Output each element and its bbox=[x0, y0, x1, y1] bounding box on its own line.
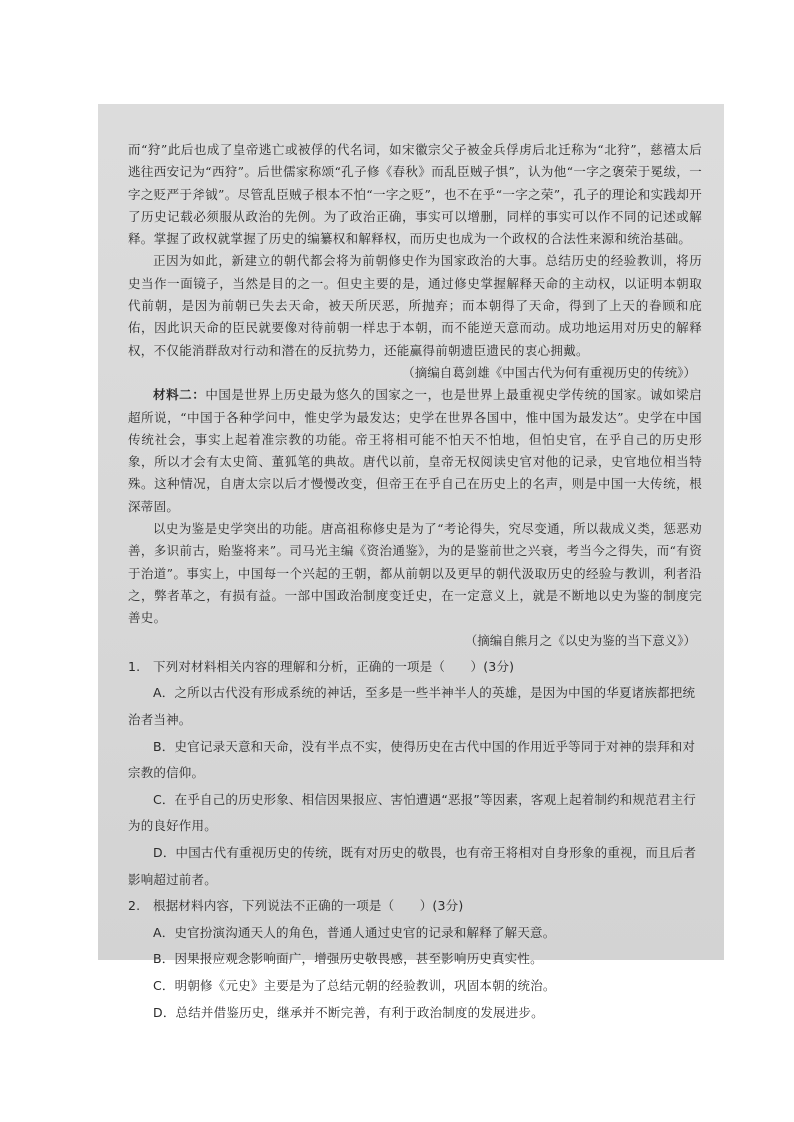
question2-option-a: A．史官扮演沟通天人的角色，普通人通过史官的记录和解释了解天意。 bbox=[153, 924, 556, 940]
material2-source: （摘编自熊月之《以史为鉴的当下意义》） bbox=[464, 632, 696, 648]
question1-option-d: D．中国古代有重视历史的传统，既有对历史的敬畏，也有帝王将相对自身形象的重视，而且后者影响超过前者。 bbox=[128, 844, 697, 887]
question2-option-b: B．因果报应观念影响面广，增强历史敬畏感，甚至影响历史真实性。 bbox=[153, 951, 543, 967]
material2-paragraph-1-text: 中国是世界上历史最为悠久的国家之一，也是世界上最重视史学传统的国家。诚如梁启超所说，“中国于各种学问中，惟史学为最发达；史学在世界各国中，惟中国为最发达”。史学在中国传统社会，事实上起着准宗教的功能。帝王将相可能不怕天不怕地，但怕史官，在乎自己的历史形象，所以才会有太史简、董狐笔的典故。唐代以前，皇帝无权阅读史官对他的记录，史官地位相当特殊。这种情况，自唐太宗以后才慢慢改变，但帝王在乎自己在历史上的名声，则是中国一大传统，根深蒂固。 bbox=[128, 387, 702, 514]
material1-paragraph-1: 而“狩”此后也成了皇帝逃亡或被俘的代名词，如宋徽宗父子被金兵俘虏后北迁称为“北狩”，慈禧太后逃往西安记为“西狩”。后世儒家称颂“孔子修《春秋》而乱臣贼子惧”，认为他“一字之褒荣于冕绂，一字之贬严于斧钺”。尽管乱臣贼子根本不怕“一字之贬”，也不在乎“一字之荣”，孔子的理论和实践却开了历史记载必须服从政治的先例。为了政治正确，事实可以增删，同样的事实可以作不同的记述或解释。掌握了政权就掌握了历史的编纂权和解释权，而历史也成为一个政权的合法性来源和统治基础。 bbox=[128, 142, 702, 247]
material2-paragraph-1 bbox=[128, 384, 702, 518]
question1-option-a: A．之所以古代没有形成系统的神话，至多是一些半神半人的英雄，是因为中国的华夏诸族都把统治者当神。 bbox=[128, 685, 696, 728]
question2-stem: 2. 根据材料内容，下列说法不正确的一项是（ ）(3分) bbox=[128, 898, 464, 914]
material2-paragraph-2: 以史为鉴是史学突出的功能。唐高祖称修史是为了“考论得失，究尽变通，所以裁成义类，惩恶劝善，多识前古，贻鉴将来”。司马光主编《资治通鉴》，为的是鉴前世之兴衰，考当今之得失，而“有资于治道”。事实上，中国每一个兴起的王朝，都从前朝以及更早的朝代汲取历史的经验与教训，利者沿之，弊者革之，有损有益。一部中国政治制度变迁史，在一定意义上，就是不断地以史为鉴的制度完善史。 bbox=[128, 521, 702, 626]
question1-stem: 1. 下列对材料相关内容的理解和分析，正确的一项是（ ）(3分) bbox=[128, 658, 515, 674]
material2-label: 材料二： bbox=[153, 387, 206, 403]
material1-source: （摘编自葛剑雄《中国古代为何有重视历史的传统》） bbox=[402, 364, 696, 380]
question1-option-b: B．史官记录天意和天命，没有半点不实，使得历史在古代中国的作用近乎等同于对神的崇拜和对宗教的信仰。 bbox=[128, 738, 696, 781]
question2-option-d: D．总结并借鉴历史，继承并不断完善，有利于政治制度的发展进步。 bbox=[153, 1004, 544, 1020]
question2-option-c: C．明朝修《元史》主要是为了总结元朝的经验教训，巩固本朝的统治。 bbox=[153, 977, 556, 993]
scanned-page bbox=[98, 104, 724, 1020]
question1-option-c: C．在乎自己的历史形象、相信因果报应、害怕遭遇“恶报”等因素，客观上起着制约和规范君主行为的良好作用。 bbox=[128, 791, 696, 834]
material1-paragraph-2: 正因为如此，新建立的朝代都会将为前朝修史作为国家政治的大事。总结历史的经验教训，将历史当作一面镜子，当然是目的之一。但史主要的是，通过修史掌握解释天命的主动权，以证明本朝取代前朝，是因为前朝已失去天命，被天所厌恶，所抛弃；而本朝得了天命，得到了上天的眷顾和庇佑，因此识天命的臣民就要像对待前朝一样忠于本朝，而不能逆天意而动。成功地运用对历史的解释权，不仅能消群敌对行动和潜在的反抗势力，还能赢得前朝遗臣遗民的衷心拥戴。 bbox=[128, 253, 702, 358]
